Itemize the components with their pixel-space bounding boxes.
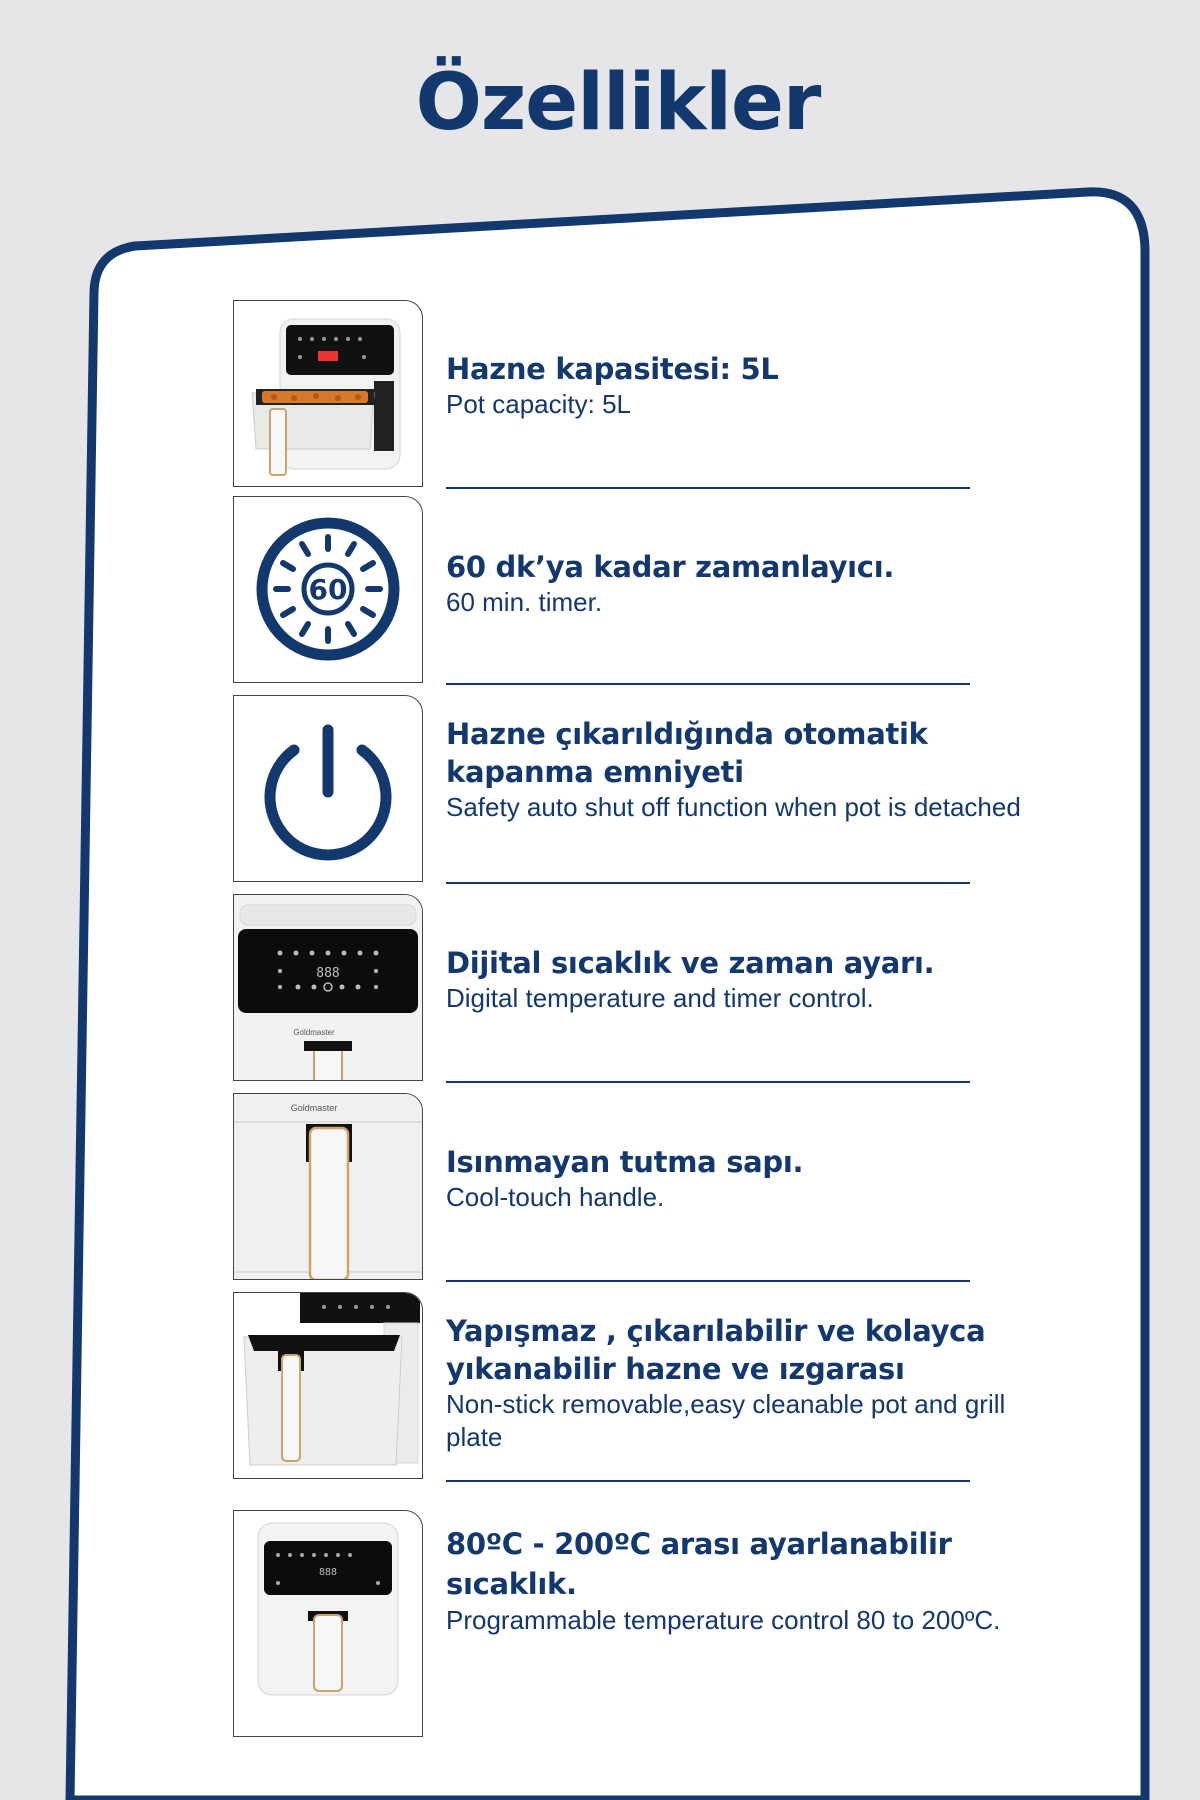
display-readout: 888 (316, 966, 340, 981)
feature-title: Yapışmaz , çıkarılabilir ve kolayca yıkanabilir hazne ve ızgarası (446, 1314, 986, 1386)
divider (446, 487, 970, 489)
handle-icon (233, 1093, 423, 1280)
feature-title: Hazne çıkarıldığında otomatik kapanma emniyeti (446, 717, 928, 789)
page-title: Özellikler (415, 58, 821, 148)
display-readout: 888 (318, 1567, 338, 1578)
feature-title: Hazne kapasitesi: 5L (446, 352, 779, 386)
feature-subtitle: Pot capacity: 5L (446, 389, 631, 419)
air-fryer-front-icon (233, 1510, 423, 1737)
feature-title: Isınmayan tutma sapı. (446, 1145, 804, 1179)
feature-subtitle: Digital temperature and timer control. (446, 983, 874, 1013)
divider (446, 1081, 970, 1083)
feature-subtitle: Programmable temperature control 80 to 200ºC. (446, 1605, 1001, 1635)
brand-label: Goldmaster (293, 1028, 335, 1037)
removable-basket-icon (233, 1292, 423, 1479)
brand-label: Goldmaster (290, 1103, 338, 1113)
power-icon (233, 695, 423, 882)
timer-60-label: 60 (308, 573, 348, 606)
feature-title: 60 dk’ya kadar zamanlayıcı. (446, 550, 895, 584)
feature-title: 80ºC - 200ºC arası ayarlanabilir sıcaklık. (446, 1527, 952, 1601)
divider (446, 683, 970, 685)
feature-subtitle: Safety auto shut off function when pot is detached (446, 792, 1021, 822)
feature-title: Dijital sıcaklık ve zaman ayarı. (446, 946, 935, 980)
air-fryer-open-basket-icon (233, 300, 423, 487)
feature-subtitle: Non-stick removable,easy cleanable pot and grill plate (446, 1389, 1006, 1452)
divider (446, 1280, 970, 1282)
feature-subtitle: 60 min. timer. (446, 587, 603, 617)
divider (446, 882, 970, 884)
digital-control-panel-icon (233, 894, 423, 1081)
timer-60-icon (233, 496, 423, 683)
divider (446, 1480, 970, 1482)
feature-subtitle: Cool-touch handle. (446, 1182, 665, 1212)
